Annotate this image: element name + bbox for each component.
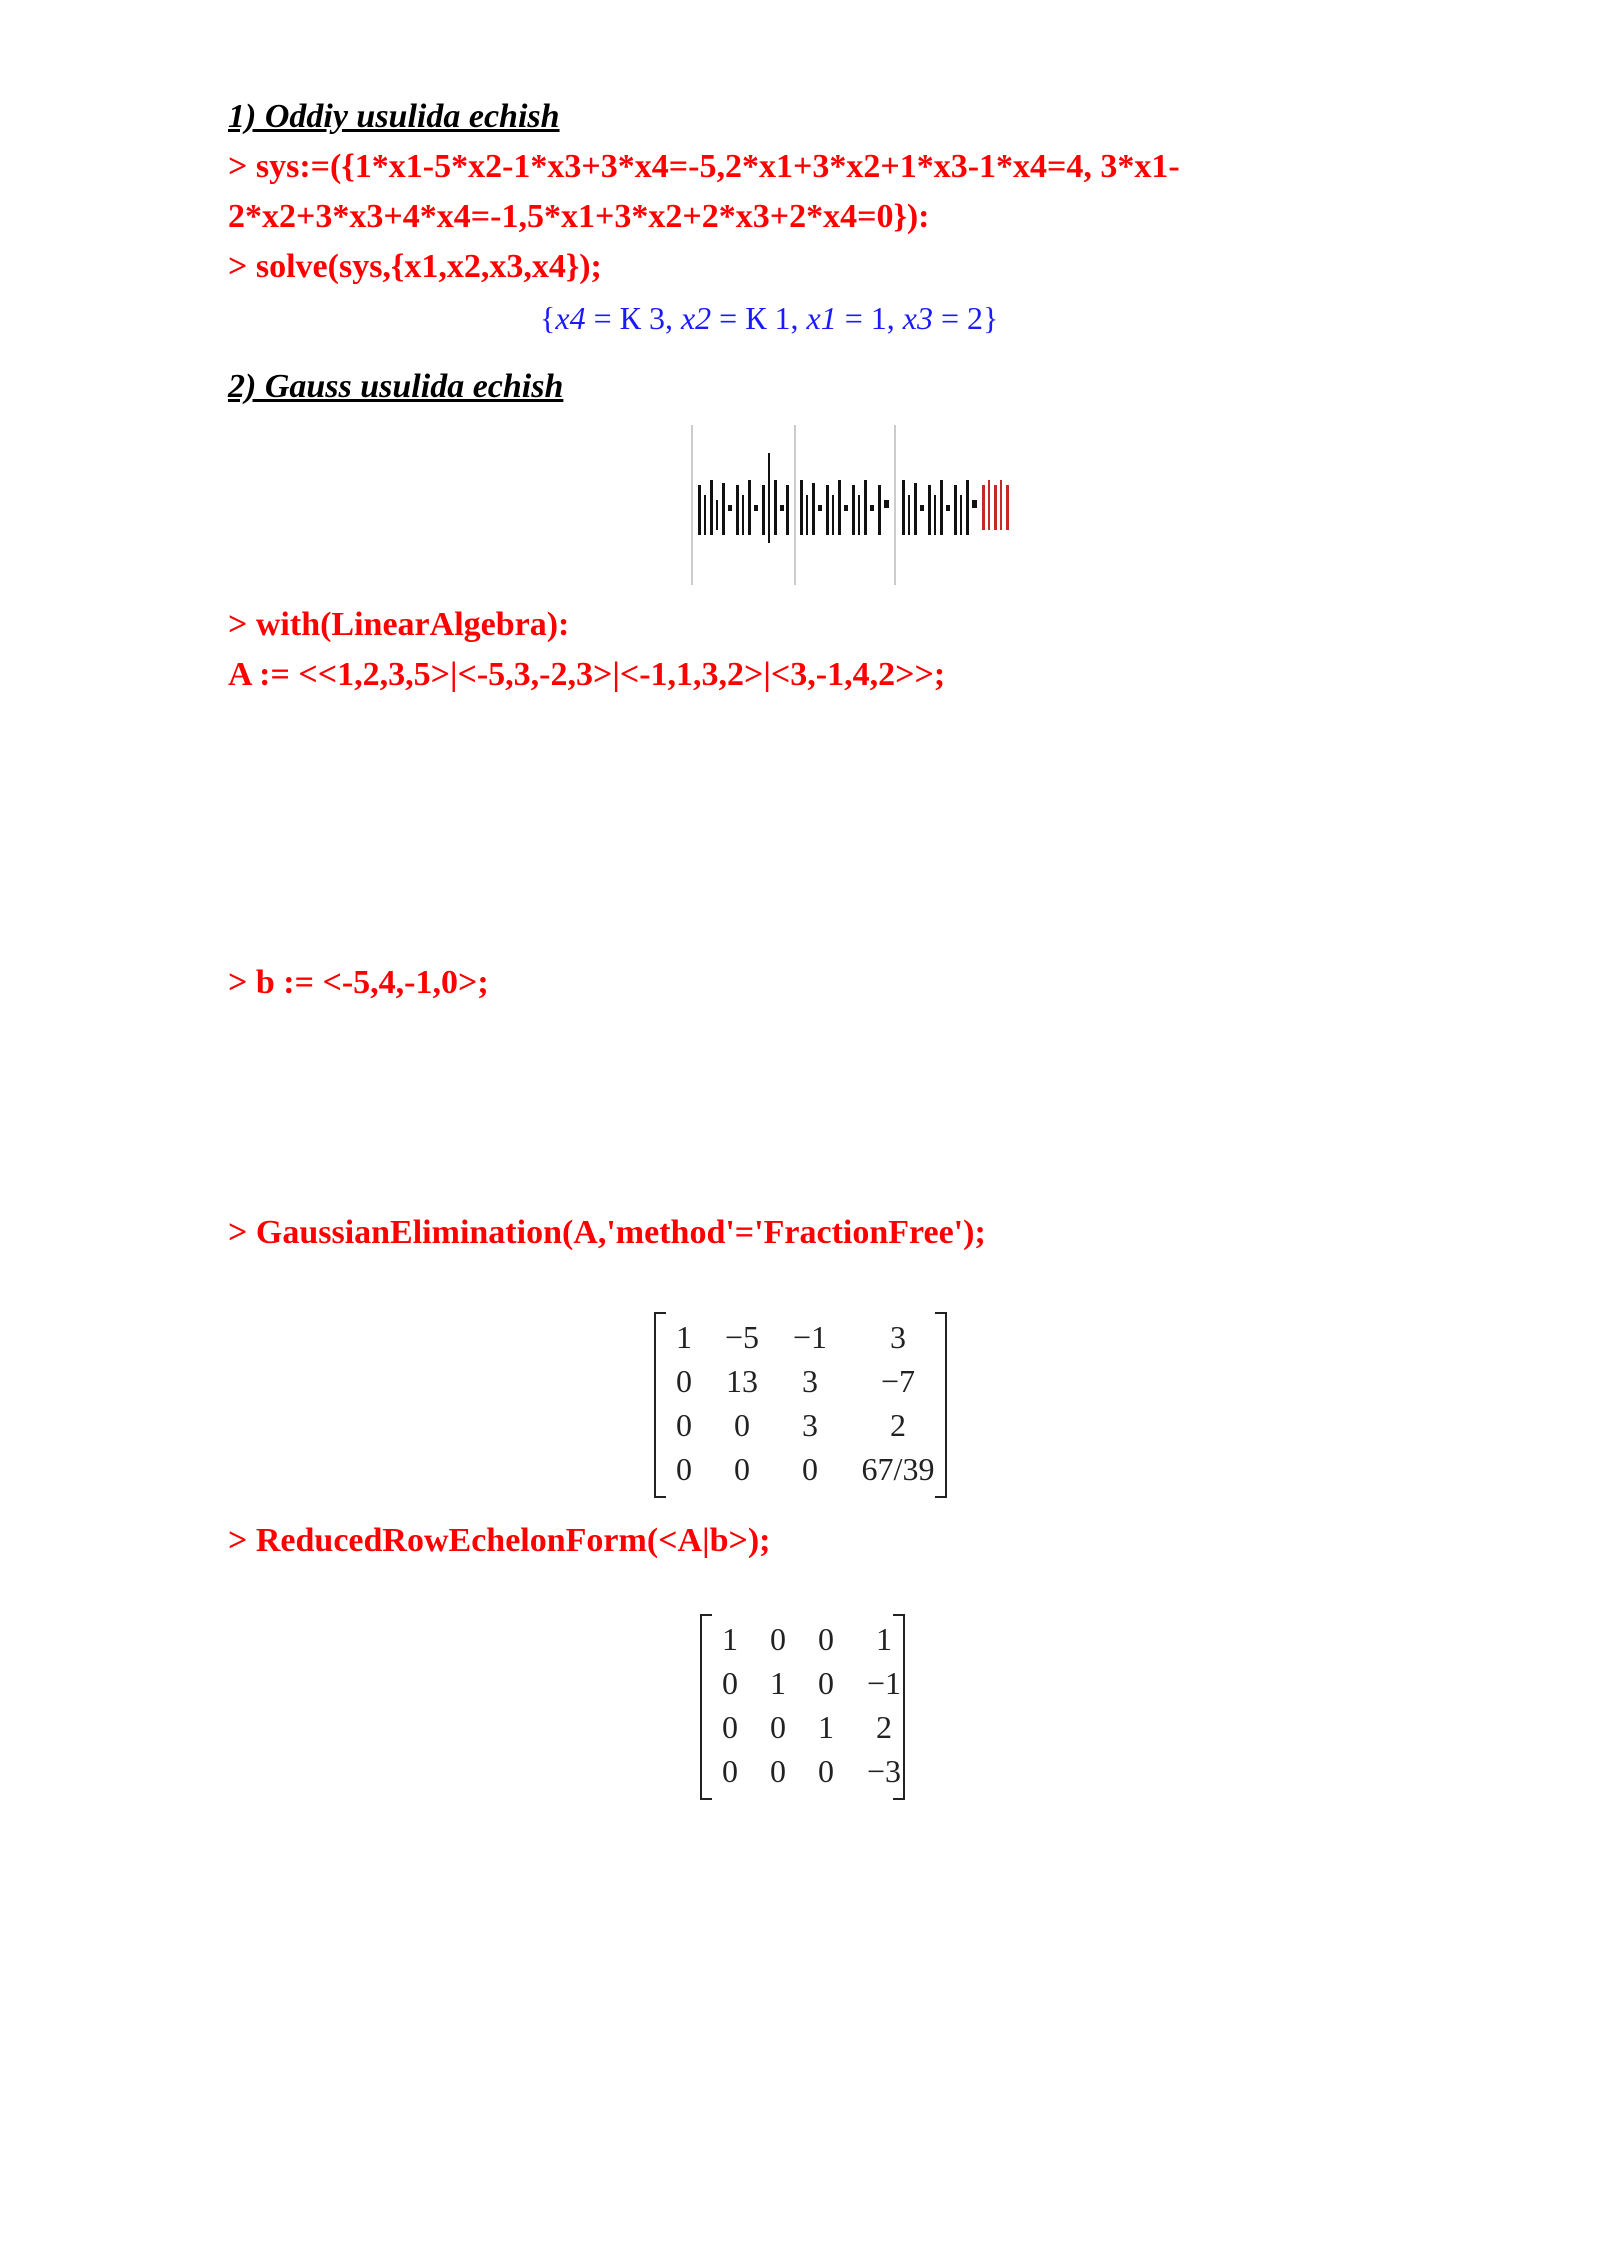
section1-heading: 1) Oddiy usulida echish bbox=[228, 98, 560, 135]
sys-command-line2: 2*x2+3*x3+4*x4=-1,5*x1+3*x2+2*x3+2*x4=0}): bbox=[228, 198, 930, 235]
matrix-row bbox=[660, 1447, 952, 1491]
matrix-cell: 0 bbox=[676, 1407, 692, 1443]
matrix-cell: −1 bbox=[866, 1665, 902, 1701]
matrix-cell: 1 bbox=[770, 1665, 786, 1701]
rref-result-matrix bbox=[706, 1617, 918, 1793]
matrix-cell: 0 bbox=[734, 1407, 750, 1443]
matrix-row bbox=[706, 1749, 918, 1793]
matrix-cell: 3 bbox=[802, 1363, 818, 1399]
matrix-cell: 0 bbox=[676, 1451, 692, 1487]
matrix-row bbox=[706, 1705, 918, 1749]
matrix-cell: −1 bbox=[792, 1319, 828, 1355]
matrix-row bbox=[660, 1359, 952, 1403]
matrix-cell: −5 bbox=[724, 1319, 760, 1355]
matrix-cell: 0 bbox=[722, 1709, 738, 1745]
matrix-cell: 1 bbox=[676, 1319, 692, 1355]
matrix-cell: −3 bbox=[866, 1753, 902, 1789]
matrix-row bbox=[706, 1661, 918, 1705]
eq-x2: = К 1, bbox=[711, 300, 807, 336]
var-x4: x4 bbox=[555, 300, 586, 336]
vector-b-command: > b := <-5,4,-1,0>; bbox=[228, 964, 489, 1001]
solve-output bbox=[540, 300, 998, 337]
section2-heading: 2) Gauss usulida echish bbox=[228, 368, 564, 405]
matrix-cell: 1 bbox=[722, 1621, 738, 1657]
matrix-cell: 67/39 bbox=[861, 1451, 935, 1487]
compressed-equation-image bbox=[690, 425, 1020, 585]
matrix-cell: 13 bbox=[726, 1363, 758, 1399]
matrix-cell: 0 bbox=[722, 1753, 738, 1789]
eq-x1: = 1, bbox=[836, 300, 903, 336]
rref-command: > ReducedRowEchelonForm(<A|b>); bbox=[228, 1522, 771, 1559]
var-x3: x3 bbox=[902, 300, 933, 336]
matrix-A-command: A := <<1,2,3,5>|<-5,3,-2,3>|<-1,1,3,2>|<3,-1,4,2>>; bbox=[228, 656, 946, 693]
matrix-row bbox=[706, 1617, 918, 1661]
matrix-cell: −7 bbox=[880, 1363, 916, 1399]
var-x1: x1 bbox=[806, 300, 837, 336]
matrix-cell: 3 bbox=[890, 1319, 906, 1355]
matrix-cell: 0 bbox=[818, 1665, 834, 1701]
matrix-cell: 0 bbox=[722, 1665, 738, 1701]
solve-command: > solve(sys,{x1,x2,x3,x4}); bbox=[228, 248, 602, 285]
sys-command-line1: > sys:=({1*x1-5*x2-1*x3+3*x4=-5,2*x1+3*x2+1*x3-1*x4=4, 3*x1- bbox=[228, 148, 1180, 185]
squeezed-glyphs bbox=[698, 453, 977, 543]
brace-open: { bbox=[540, 300, 556, 336]
matrix-cell: 2 bbox=[876, 1709, 892, 1745]
matrix-cell: 0 bbox=[676, 1363, 692, 1399]
eq-x4: = К 3, bbox=[585, 300, 681, 336]
matrix-cell: 3 bbox=[802, 1407, 818, 1443]
var-x2: x2 bbox=[680, 300, 712, 336]
matrix-cell: 0 bbox=[770, 1753, 786, 1789]
matrix-cell: 0 bbox=[734, 1451, 750, 1487]
matrix-cell: 0 bbox=[818, 1621, 834, 1657]
matrix-cell: 0 bbox=[818, 1753, 834, 1789]
matrix-cell: 0 bbox=[802, 1451, 818, 1487]
gaussian-elimination-command: > GaussianElimination(A,'method'='FractionFree'); bbox=[228, 1214, 986, 1251]
matrix-row bbox=[660, 1403, 952, 1447]
with-linearalgebra-command: > with(LinearAlgebra): bbox=[228, 606, 570, 643]
matrix-cell: 2 bbox=[890, 1407, 906, 1443]
matrix-cell: 0 bbox=[770, 1709, 786, 1745]
matrix-cell: 0 bbox=[770, 1621, 786, 1657]
gauss-result-matrix bbox=[660, 1315, 952, 1491]
matrix-cell: 1 bbox=[818, 1709, 834, 1745]
matrix-cell: 1 bbox=[876, 1621, 892, 1657]
brace-close: } bbox=[983, 300, 999, 336]
matrix-row bbox=[660, 1315, 952, 1359]
eq-x3: = 2 bbox=[933, 300, 984, 336]
